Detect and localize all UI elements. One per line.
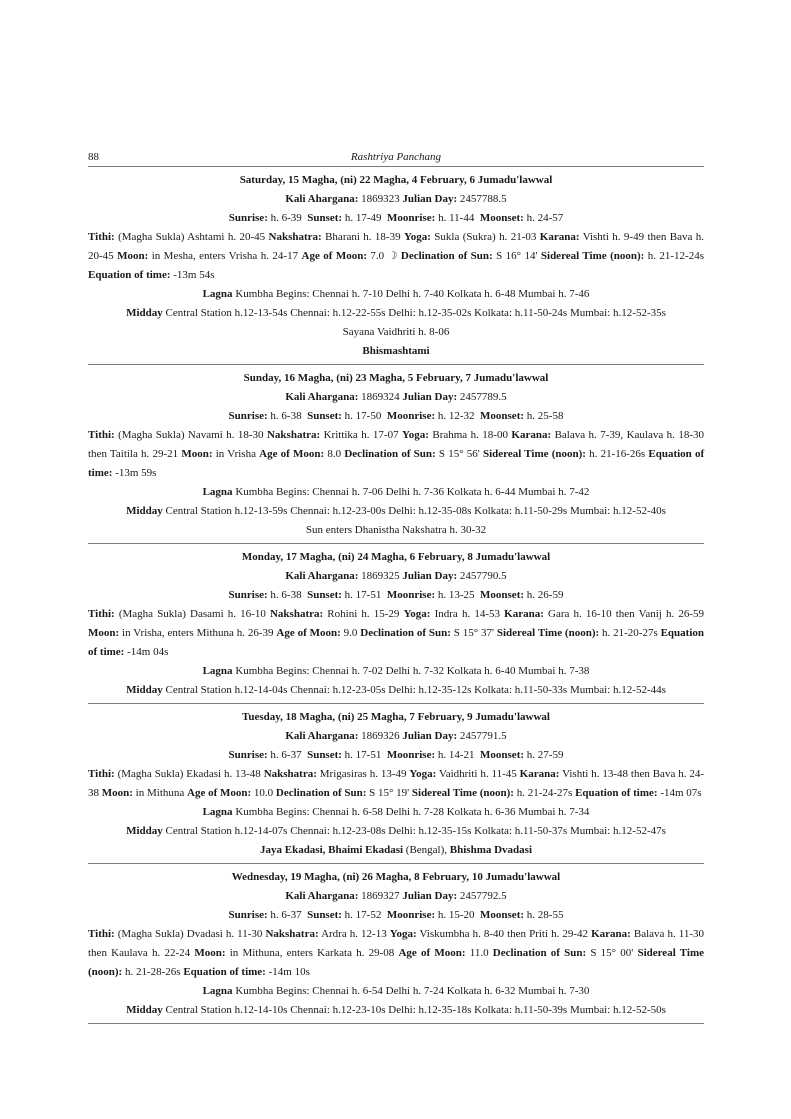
sun-moon-times xyxy=(88,746,704,765)
page-header xyxy=(88,150,704,167)
tithi-label: Tithi: xyxy=(88,429,115,441)
karana-value: Balava h. 7-39, Kaulava h. 18-30 then Taitila h. 29-21 xyxy=(88,429,705,460)
sunrise-label: Sunrise: xyxy=(228,410,268,422)
page-title: Rashtriya Panchang xyxy=(350,151,442,163)
note-line: Sayana Vaidhriti h. 8-06 xyxy=(342,326,450,338)
kali-value: 1869326 xyxy=(361,730,400,742)
day-heading: Tuesday, 18 Magha, (ni) 25 Magha, 7 February, 9 Jumadu'lawwal xyxy=(242,711,550,723)
nakshatra-value: Bharani h. 18-39 xyxy=(325,231,401,243)
sunset-label: Sunset: xyxy=(307,909,342,921)
yoga-value: Brahma h. 18-00 xyxy=(432,429,508,441)
tithi-paragraph xyxy=(88,925,704,982)
moonset-label: Moonset: xyxy=(480,410,525,422)
sunset-value: h. 17-51 xyxy=(344,749,382,761)
kali-value: 1869327 xyxy=(361,890,400,902)
sunrise-value: h. 6-37 xyxy=(270,749,302,761)
equation-value: -14m 07s xyxy=(660,787,702,799)
moonrise-value: h. 11-44 xyxy=(438,212,475,224)
sun-moon-times xyxy=(88,586,704,605)
julian-label: Julian Day: xyxy=(402,193,458,205)
lagna-label: Lagna xyxy=(202,806,233,818)
midday-value: Central Station h.12-13-54s Chennai: h.12-22-55s Delhi: h.12-35-02s Kolkata: h.11-50-24s Mumbai: h.12-52-35s xyxy=(165,307,666,319)
day-entry xyxy=(88,365,704,544)
declination-label: Declination of Sun: xyxy=(344,448,436,460)
moonset-label: Moonset: xyxy=(480,749,525,761)
moonset-value: h. 28-55 xyxy=(526,909,564,921)
yoga-label: Yoga: xyxy=(409,768,437,780)
tithi-paragraph xyxy=(88,605,704,662)
midday-line xyxy=(88,1001,704,1020)
julian-value: 2457792.5 xyxy=(459,890,507,902)
sun-moon-times xyxy=(88,906,704,925)
lagna-line xyxy=(88,285,704,304)
tithi-value: (Magha Sukla) Ekadasi h. 13-48 xyxy=(117,768,261,780)
tithi-paragraph xyxy=(88,426,704,483)
tithi-value: (Magha Sukla) Navami h. 18-30 xyxy=(118,429,264,441)
age-of-moon-value: 10.0 xyxy=(253,787,274,799)
equation-value: -14m 04s xyxy=(127,646,169,658)
equation-value: -13m 54s xyxy=(173,269,215,281)
julian-value: 2457791.5 xyxy=(459,730,507,742)
karana-label: Karana: xyxy=(539,231,580,243)
moonset-label: Moonset: xyxy=(480,909,525,921)
julian-label: Julian Day: xyxy=(402,730,458,742)
moonset-value: h. 27-59 xyxy=(526,749,564,761)
moonrise-label: Moonrise: xyxy=(387,212,436,224)
midday-line xyxy=(88,822,704,841)
moon-label: Moon: xyxy=(88,627,120,639)
yoga-label: Yoga: xyxy=(403,231,431,243)
sidereal-label: Sidereal Time (noon): xyxy=(540,250,645,262)
nakshatra-label: Nakshatra: xyxy=(269,608,324,620)
nakshatra-label: Nakshatra: xyxy=(265,928,319,940)
kali-label: Kali Ahargana: xyxy=(285,890,359,902)
declination-value: S 15° 00' xyxy=(590,947,634,959)
nakshatra-label: Nakshatra: xyxy=(268,231,322,243)
moonrise-label: Moonrise: xyxy=(386,589,436,601)
kali-value: 1869325 xyxy=(361,570,400,582)
lagna-value: Kumbha Begins: Chennai h. 6-54 Delhi h. 7-24 Kolkata h. 6-32 Mumbai h. 7-30 xyxy=(235,985,590,997)
moonrise-value: h. 15-20 xyxy=(437,909,475,921)
yoga-value: Indra h. 14-53 xyxy=(434,608,501,620)
sunset-value: h. 17-51 xyxy=(344,589,382,601)
declination-value: S 15° 56' xyxy=(438,448,480,460)
tithi-value: (Magha Sukla) Ashtami h. 20-45 xyxy=(118,231,266,243)
midday-value: Central Station h.12-13-59s Chennai: h.12-23-00s Delhi: h.12-35-08s Kolkata: h.11-50-29s Mumbai: h.12-52-40s xyxy=(165,505,666,517)
moon-label: Moon: xyxy=(117,250,149,262)
sidereal-label: Sidereal Time (noon): xyxy=(496,627,600,639)
sunset-value: h. 17-52 xyxy=(344,909,382,921)
panchang-page xyxy=(88,150,704,1024)
note-line: Sun enters Dhanistha Nakshatra h. 30-32 xyxy=(305,524,487,536)
ahargana-line xyxy=(88,567,704,586)
karana-label: Karana: xyxy=(591,928,631,940)
julian-value: 2457788.5 xyxy=(459,193,507,205)
julian-value: 2457789.5 xyxy=(459,391,507,403)
lagna-label: Lagna xyxy=(202,288,233,300)
moonrise-label: Moonrise: xyxy=(386,410,436,422)
moon-value: in Vrisha, enters Mithuna h. 26-39 xyxy=(122,627,274,639)
yoga-value: Vaidhriti h. 11-45 xyxy=(438,768,517,780)
equation-value: -14m 10s xyxy=(268,966,310,978)
moon-label: Moon: xyxy=(181,448,213,460)
age-of-moon-label: Age of Moon: xyxy=(301,250,367,262)
moonrise-label: Moonrise: xyxy=(386,909,436,921)
sunrise-value: h. 6-37 xyxy=(270,909,302,921)
karana-label: Karana: xyxy=(511,429,552,441)
ahargana-line xyxy=(88,887,704,906)
nakshatra-label: Nakshatra: xyxy=(263,768,317,780)
sun-moon-times xyxy=(88,407,704,426)
midday-label: Midday xyxy=(126,684,163,696)
sunrise-label: Sunrise: xyxy=(228,589,268,601)
age-of-moon-label: Age of Moon: xyxy=(398,947,466,959)
midday-label: Midday xyxy=(126,505,163,517)
sidereal-label: Sidereal Time (noon): xyxy=(411,787,514,799)
midday-line xyxy=(88,681,704,700)
moon-value: in Mithuna xyxy=(135,787,185,799)
festival-name: Bhishma Dvadasi xyxy=(449,844,533,856)
ahargana-line xyxy=(88,388,704,407)
equation-value: -13m 59s xyxy=(115,467,157,479)
lagna-label: Lagna xyxy=(202,665,233,677)
midday-line xyxy=(88,502,704,521)
midday-label: Midday xyxy=(126,1004,163,1016)
kali-label: Kali Ahargana: xyxy=(285,730,359,742)
sun-moon-times xyxy=(88,209,704,228)
moonrise-value: h. 13-25 xyxy=(437,589,475,601)
sunset-value: h. 17-49 xyxy=(344,212,382,224)
day-entry xyxy=(88,864,704,1024)
midday-value: Central Station h.12-14-07s Chennai: h.12-23-08s Delhi: h.12-35-15s Kolkata: h.11-50-37s Mumbai: h.12-52-47s xyxy=(165,825,666,837)
sidereal-value: h. 21-28-26s xyxy=(124,966,181,978)
festival-line: Bhismashtami xyxy=(362,345,430,357)
kali-value: 1869323 xyxy=(361,193,400,205)
moonset-value: h. 26-59 xyxy=(526,589,564,601)
lagna-line xyxy=(88,803,704,822)
moonrise-value: h. 14-21 xyxy=(437,749,475,761)
declination-label: Declination of Sun: xyxy=(360,627,451,639)
midday-label: Midday xyxy=(126,825,163,837)
tithi-value: (Magha Sukla) Dasami h. 16-10 xyxy=(118,608,266,620)
sidereal-value: h. 21-16-26s xyxy=(589,448,646,460)
moon-value: in Mithuna, enters Karkata h. 29-08 xyxy=(229,947,395,959)
sunset-label: Sunset: xyxy=(307,589,342,601)
lagna-label: Lagna xyxy=(202,985,233,997)
tithi-label: Tithi: xyxy=(88,231,115,243)
yoga-label: Yoga: xyxy=(389,928,417,940)
midday-value: Central Station h.12-14-10s Chennai: h.12-23-10s Delhi: h.12-35-18s Kolkata: h.11-50-39s Mumbai: h.12-52-50s xyxy=(165,1004,666,1016)
kali-label: Kali Ahargana: xyxy=(285,193,359,205)
moonset-label: Moonset: xyxy=(480,589,525,601)
tithi-paragraph xyxy=(88,765,704,803)
declination-value: S 15° 19' xyxy=(369,787,410,799)
julian-label: Julian Day: xyxy=(402,890,458,902)
lagna-value: Kumbha Begins: Chennai h. 7-06 Delhi h. 7-36 Kolkata h. 6-44 Mumbai h. 7-42 xyxy=(235,486,590,498)
tithi-paragraph xyxy=(88,228,704,285)
midday-label: Midday xyxy=(126,307,163,319)
age-of-moon-label: Age of Moon: xyxy=(187,787,252,799)
karana-label: Karana: xyxy=(504,608,544,620)
karana-value: Vishti h. 9-49 then Bava h. 20-45 xyxy=(88,231,705,262)
declination-label: Declination of Sun: xyxy=(400,250,493,262)
day-heading: Saturday, 15 Magha, (ni) 22 Magha, 4 February, 6 Jumadu'lawwal xyxy=(239,174,553,186)
lagna-value: Kumbha Begins: Chennai h. 6-58 Delhi h. 7-28 Kolkata h. 6-36 Mumbai h. 7-34 xyxy=(235,806,590,818)
age-of-moon-value: 7.0 ☽ xyxy=(370,250,398,262)
festival-region: (Bengal), xyxy=(403,844,450,856)
sunrise-value: h. 6-38 xyxy=(270,589,302,601)
lagna-value: Kumbha Begins: Chennai h. 7-02 Delhi h. 7-32 Kolkata h. 6-40 Mumbai h. 7-38 xyxy=(235,665,590,677)
tithi-label: Tithi: xyxy=(88,928,115,940)
declination-label: Declination of Sun: xyxy=(275,787,367,799)
lagna-line xyxy=(88,982,704,1001)
kali-value: 1869324 xyxy=(361,391,400,403)
sidereal-value: h. 21-20-27s xyxy=(602,627,658,639)
sunset-label: Sunset: xyxy=(307,410,342,422)
declination-value: S 15° 37' xyxy=(453,627,495,639)
nakshatra-value: Ardra h. 12-13 xyxy=(321,928,387,940)
ahargana-line xyxy=(88,727,704,746)
declination-label: Declination of Sun: xyxy=(492,947,587,959)
sidereal-label: Sidereal Time (noon): xyxy=(88,947,704,978)
tithi-label: Tithi: xyxy=(88,768,115,780)
moonset-value: h. 25-58 xyxy=(526,410,564,422)
day-entry xyxy=(88,167,704,365)
karana-value: Vishti h. 13-48 then Bava h. 24-38 xyxy=(88,768,705,799)
moon-value: in Vrisha xyxy=(215,448,256,460)
nakshatra-value: Rohini h. 15-29 xyxy=(327,608,400,620)
nakshatra-value: Mrigasiras h. 13-49 xyxy=(319,768,407,780)
day-heading: Wednesday, 19 Magha, (ni) 26 Magha, 8 February, 10 Jumadu'lawwal xyxy=(231,871,561,883)
yoga-label: Yoga: xyxy=(403,608,431,620)
lagna-label: Lagna xyxy=(202,486,233,498)
age-of-moon-value: 8.0 xyxy=(327,448,342,460)
day-heading: Monday, 17 Magha, (ni) 24 Magha, 6 February, 8 Jumadu'lawwal xyxy=(241,551,551,563)
sunrise-value: h. 6-39 xyxy=(270,212,302,224)
moon-value: in Mesha, enters Vrisha h. 24-17 xyxy=(151,250,299,262)
age-of-moon-value: 11.0 xyxy=(469,947,489,959)
karana-value: Balava h. 11-30 then Kaulava h. 22-24 xyxy=(88,928,704,959)
julian-label: Julian Day: xyxy=(402,570,458,582)
lagna-line xyxy=(88,483,704,502)
midday-line xyxy=(88,304,704,323)
sidereal-value: h. 21-12-24s xyxy=(647,250,704,262)
julian-label: Julian Day: xyxy=(402,391,458,403)
moonset-label: Moonset: xyxy=(479,212,524,224)
equation-label: Equation of time: xyxy=(88,448,705,479)
tithi-label: Tithi: xyxy=(88,608,115,620)
yoga-value: Sukla (Sukra) h. 21-03 xyxy=(434,231,537,243)
festival-line xyxy=(88,841,704,860)
age-of-moon-label: Age of Moon: xyxy=(259,448,325,460)
sunset-value: h. 17-50 xyxy=(344,410,382,422)
day-entry xyxy=(88,704,704,864)
equation-label: Equation of time: xyxy=(88,269,171,281)
moonrise-label: Moonrise: xyxy=(386,749,436,761)
sunrise-label: Sunrise: xyxy=(228,749,268,761)
julian-value: 2457790.5 xyxy=(459,570,507,582)
nakshatra-value: Krittika h. 17-07 xyxy=(323,429,399,441)
sunrise-value: h. 6-38 xyxy=(270,410,302,422)
equation-label: Equation of time: xyxy=(575,787,658,799)
moon-label: Moon: xyxy=(101,787,133,799)
karana-value: Gara h. 16-10 then Vanij h. 26-59 xyxy=(548,608,705,620)
lagna-line xyxy=(88,662,704,681)
festival-name: Jaya Ekadasi, Bhaimi Ekadasi xyxy=(259,844,404,856)
day-heading: Sunday, 16 Magha, (ni) 23 Magha, 5 February, 7 Jumadu'lawwal xyxy=(243,372,549,384)
ahargana-line xyxy=(88,190,704,209)
kali-label: Kali Ahargana: xyxy=(285,391,359,403)
page-number: 88 xyxy=(88,151,99,163)
sunset-label: Sunset: xyxy=(307,212,343,224)
day-entry xyxy=(88,544,704,704)
midday-value: Central Station h.12-14-04s Chennai: h.12-23-05s Delhi: h.12-35-12s Kolkata: h.11-50-33s Mumbai: h.12-52-44s xyxy=(165,684,666,696)
age-of-moon-value: 9.0 xyxy=(343,627,358,639)
age-of-moon-label: Age of Moon: xyxy=(276,627,341,639)
moonset-value: h. 24-57 xyxy=(526,212,564,224)
moonrise-value: h. 12-32 xyxy=(437,410,475,422)
yoga-value: Viskumbha h. 8-40 then Priti h. 29-42 xyxy=(419,928,589,940)
sunrise-label: Sunrise: xyxy=(228,212,268,224)
sunrise-label: Sunrise: xyxy=(228,909,268,921)
karana-label: Karana: xyxy=(519,768,560,780)
nakshatra-label: Nakshatra: xyxy=(266,429,321,441)
sunset-label: Sunset: xyxy=(307,749,342,761)
sidereal-label: Sidereal Time (noon): xyxy=(482,448,586,460)
sidereal-value: h. 21-24-27s xyxy=(516,787,573,799)
lagna-value: Kumbha Begins: Chennai h. 7-10 Delhi h. 7-40 Kolkata h. 6-48 Mumbai h. 7-46 xyxy=(235,288,590,300)
moon-label: Moon: xyxy=(194,947,226,959)
equation-label: Equation of time: xyxy=(88,627,705,658)
tithi-value: (Magha Sukla) Dvadasi h. 11-30 xyxy=(117,928,263,940)
yoga-label: Yoga: xyxy=(402,429,429,441)
declination-value: S 16° 14' xyxy=(496,250,538,262)
kali-label: Kali Ahargana: xyxy=(285,570,359,582)
equation-label: Equation of time: xyxy=(183,966,266,978)
